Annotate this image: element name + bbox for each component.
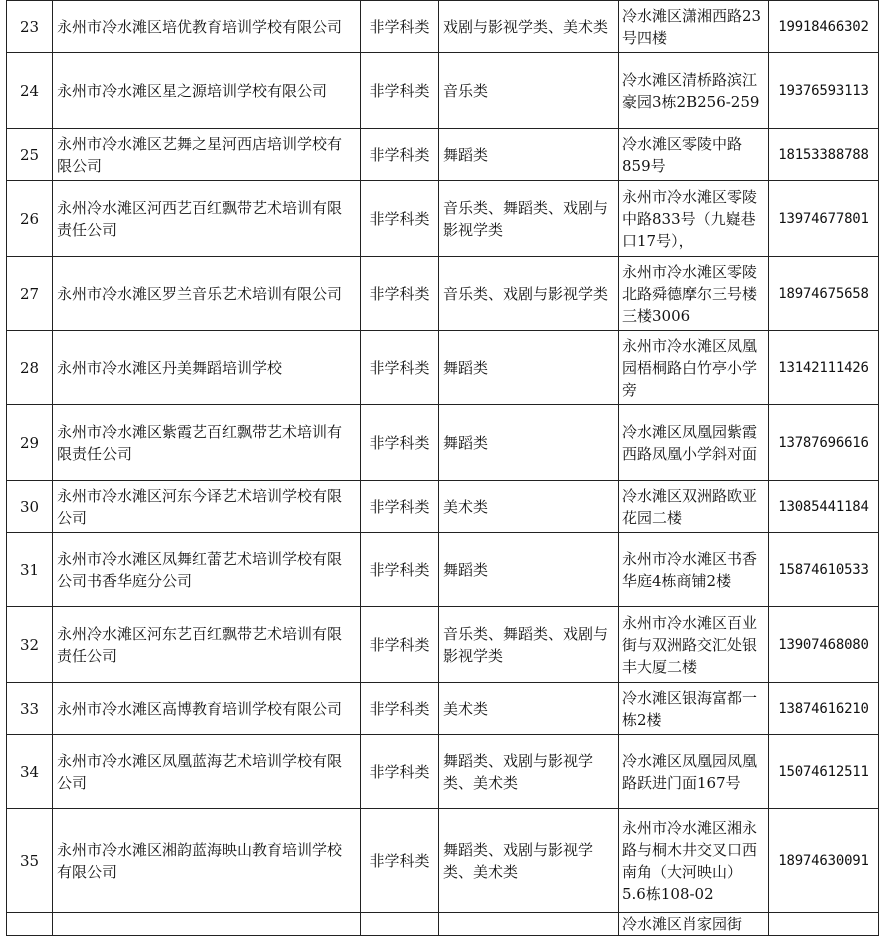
table-row (7, 607, 879, 683)
category-cell: 舞蹈类、戏剧与影视学类、美术类 (439, 735, 619, 809)
subject-type-cell: 非学科类 (361, 1, 439, 53)
phone-number-cell: 13787696616 (769, 405, 879, 481)
table-row (7, 53, 879, 129)
phone-number-cell: 19376593113 (769, 53, 879, 129)
table-row (7, 533, 879, 607)
institution-table (6, 0, 879, 936)
institution-name-cell: 永州冷水滩区河东艺百红飘带艺术培训有限责任公司 (53, 607, 361, 683)
institution-name-cell: 永州市冷水滩区星之源培训学校有限公司 (53, 53, 361, 129)
subject-type-cell: 非学科类 (361, 533, 439, 607)
subject-type-cell: 非学科类 (361, 129, 439, 181)
row-number-cell: 29 (7, 405, 53, 481)
category-cell: 音乐类、舞蹈类、戏剧与影视学类 (439, 181, 619, 257)
table-row (7, 1, 879, 53)
row-number-cell: 23 (7, 1, 53, 53)
address-cell: 永州市冷水滩区湘永路与桐木井交叉口西南角（大河映山）5.6栋108-02 (619, 809, 769, 913)
institution-name-cell: 永州市冷水滩区培优教育培训学校有限公司 (53, 1, 361, 53)
phone-number-cell: 18974675658 (769, 257, 879, 331)
institution-name-cell: 永州市冷水滩区凤舞红蕾艺术培训学校有限公司书香华庭分公司 (53, 533, 361, 607)
phone-number-cell: 19918466302 (769, 1, 879, 53)
phone-number-cell: 13874616210 (769, 683, 879, 735)
address-cell: 冷水滩区凤凰园紫霞西路凤凰小学斜对面 (619, 405, 769, 481)
partial-cell (53, 913, 361, 936)
subject-type-cell: 非学科类 (361, 607, 439, 683)
phone-number-cell: 15074612511 (769, 735, 879, 809)
phone-number-cell: 15874610533 (769, 533, 879, 607)
category-cell: 舞蹈类 (439, 331, 619, 405)
partial-cell (361, 913, 439, 936)
row-number-cell: 26 (7, 181, 53, 257)
table-row (7, 257, 879, 331)
category-cell: 舞蹈类 (439, 533, 619, 607)
row-number-cell: 27 (7, 257, 53, 331)
row-number-cell: 30 (7, 481, 53, 533)
address-cell: 永州市冷水滩区书香华庭4栋商铺2楼 (619, 533, 769, 607)
institution-name-cell: 永州市冷水滩区湘韵蓝海映山教育培训学校有限公司 (53, 809, 361, 913)
category-cell: 音乐类、舞蹈类、戏剧与影视学类 (439, 607, 619, 683)
category-cell: 音乐类、戏剧与影视学类 (439, 257, 619, 331)
institution-name-cell: 永州市冷水滩区凤凰蓝海艺术培训学校有限公司 (53, 735, 361, 809)
table-row (7, 405, 879, 481)
table-row (7, 481, 879, 533)
phone-number-cell: 13974677801 (769, 181, 879, 257)
table-row (7, 331, 879, 405)
phone-number-cell: 13907468080 (769, 607, 879, 683)
phone-number-cell: 13085441184 (769, 481, 879, 533)
table-row (7, 683, 879, 735)
institution-name-cell: 永州市冷水滩区艺舞之星河西店培训学校有限公司 (53, 129, 361, 181)
address-cell: 冷水滩区零陵中路859号 (619, 129, 769, 181)
address-cell: 永州市冷水滩区零陵中路833号（九嶷巷口17号）， (619, 181, 769, 257)
row-number-cell: 31 (7, 533, 53, 607)
row-number-cell: 32 (7, 607, 53, 683)
address-cell: 永州市冷水滩区零陵北路舜德摩尔三号楼三楼3006 (619, 257, 769, 331)
table-row (7, 735, 879, 809)
address-cell: 冷水滩区凤凰园凤凰路跃进门面167号 (619, 735, 769, 809)
category-cell: 音乐类 (439, 53, 619, 129)
table-row (7, 181, 879, 257)
subject-type-cell: 非学科类 (361, 53, 439, 129)
table-row-partial (7, 913, 879, 936)
category-cell: 舞蹈类 (439, 405, 619, 481)
phone-number-cell: 18974630091 (769, 809, 879, 913)
address-cell: 冷水滩区银海富都一栋2楼 (619, 683, 769, 735)
subject-type-cell: 非学科类 (361, 683, 439, 735)
subject-type-cell: 非学科类 (361, 735, 439, 809)
address-cell: 冷水滩区双洲路欧亚花园二楼 (619, 481, 769, 533)
partial-cell (439, 913, 619, 936)
address-cell: 永州市冷水滩区凤凰园梧桐路白竹亭小学旁 (619, 331, 769, 405)
subject-type-cell: 非学科类 (361, 331, 439, 405)
table-row (7, 129, 879, 181)
subject-type-cell: 非学科类 (361, 257, 439, 331)
institution-name-cell: 永州冷水滩区河西艺百红飘带艺术培训有限责任公司 (53, 181, 361, 257)
partial-cell: 冷水滩区肖家园街 (619, 913, 769, 936)
institution-name-cell: 永州市冷水滩区罗兰音乐艺术培训有限公司 (53, 257, 361, 331)
subject-type-cell: 非学科类 (361, 405, 439, 481)
row-number-cell: 25 (7, 129, 53, 181)
institution-name-cell: 永州市冷水滩区丹美舞蹈培训学校 (53, 331, 361, 405)
category-cell: 戏剧与影视学类、美术类 (439, 1, 619, 53)
phone-number-cell: 18153388788 (769, 129, 879, 181)
subject-type-cell: 非学科类 (361, 181, 439, 257)
row-number-cell: 24 (7, 53, 53, 129)
institution-name-cell: 永州市冷水滩区河东今译艺术培训学校有限公司 (53, 481, 361, 533)
address-cell: 冷水滩区潇湘西路23号四楼 (619, 1, 769, 53)
institution-name-cell: 永州市冷水滩区高博教育培训学校有限公司 (53, 683, 361, 735)
category-cell: 舞蹈类 (439, 129, 619, 181)
table-row (7, 809, 879, 913)
address-cell: 永州市冷水滩区百业街与双洲路交汇处银丰大厦二楼 (619, 607, 769, 683)
row-number-cell: 28 (7, 331, 53, 405)
category-cell: 美术类 (439, 683, 619, 735)
address-cell: 冷水滩区清桥路滨江豪园3栋2B256-259 (619, 53, 769, 129)
row-number-cell: 33 (7, 683, 53, 735)
phone-number-cell: 13142111426 (769, 331, 879, 405)
subject-type-cell: 非学科类 (361, 481, 439, 533)
institution-name-cell: 永州市冷水滩区紫霞艺百红飘带艺术培训有限责任公司 (53, 405, 361, 481)
partial-cell (769, 913, 879, 936)
table-body (7, 1, 879, 936)
subject-type-cell: 非学科类 (361, 809, 439, 913)
row-number-cell: 35 (7, 809, 53, 913)
partial-cell (7, 913, 53, 936)
category-cell: 舞蹈类、戏剧与影视学类、美术类 (439, 809, 619, 913)
category-cell: 美术类 (439, 481, 619, 533)
row-number-cell: 34 (7, 735, 53, 809)
